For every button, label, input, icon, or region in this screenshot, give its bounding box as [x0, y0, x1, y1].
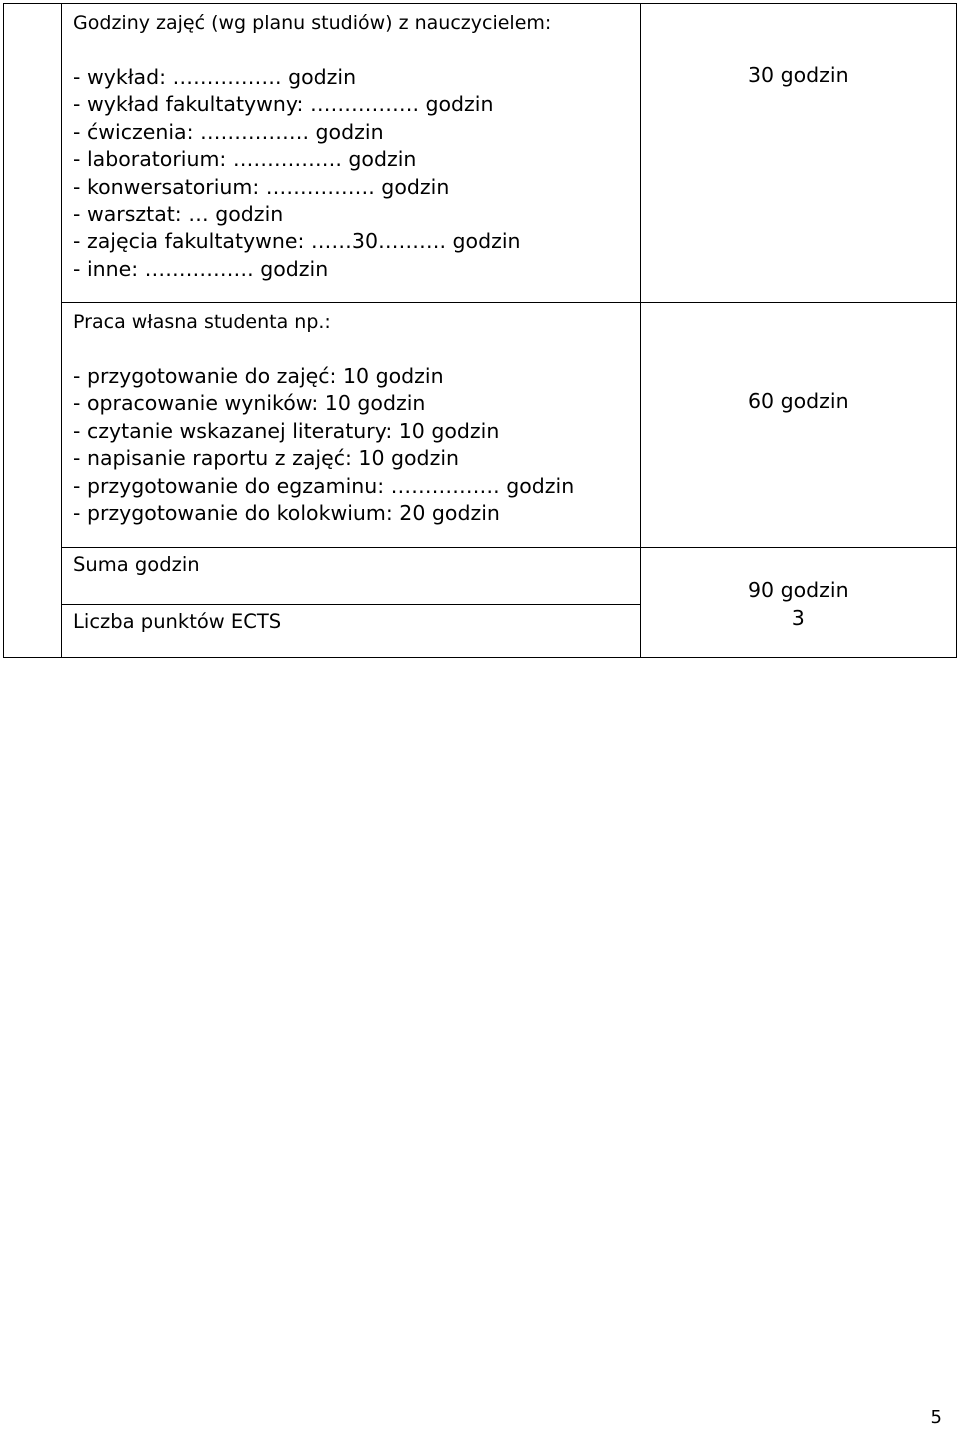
- self-work-total-cell: [640, 303, 956, 548]
- page-number: 5: [930, 1407, 942, 1428]
- self-work-total: 60 godzin: [748, 389, 849, 413]
- sum-ects-value-cell: [640, 548, 956, 658]
- self-work-row: [4, 303, 957, 548]
- list-item: - wykład fakultatywny: ……………. godzin: [73, 92, 494, 117]
- list-item: - zajęcia fakultatywne: ……30………. godzin: [73, 229, 521, 254]
- sum-label-cell: [62, 548, 641, 605]
- ects-value: 3: [791, 606, 805, 630]
- sum-value: 90 godzin: [748, 578, 849, 602]
- ects-label-cell: [62, 605, 641, 658]
- list-item: - przygotowanie do kolokwium: 20 godzin: [73, 501, 500, 526]
- list-item: - napisanie raportu z zajęć: 10 godzin: [73, 446, 460, 471]
- contact-hours-total: 30 godzin: [748, 63, 849, 87]
- self-work-cell: [62, 303, 641, 548]
- contact-hours-cell: [62, 4, 641, 303]
- list-item: - warsztat: … godzin: [73, 202, 284, 227]
- list-item: - ćwiczenia: ……………. godzin: [73, 119, 384, 144]
- self-work-heading: Praca własna studenta np.:: [73, 311, 331, 333]
- list-item: - inne: ……………. godzin: [73, 256, 329, 281]
- list-item: - przygotowanie do zajęć: 10 godzin: [73, 364, 444, 388]
- contact-hours-total-cell: [640, 4, 956, 303]
- ects-workload-table: [3, 3, 957, 658]
- empty-left-column: [4, 4, 62, 658]
- list-item: - wykład: ……………. godzin: [73, 65, 357, 89]
- sum-label: Suma godzin: [73, 553, 200, 576]
- list-item: - opracowanie wyników: 10 godzin: [73, 391, 426, 416]
- list-item: - przygotowanie do egzaminu: ……………. godzin: [73, 473, 575, 498]
- list-item: - konwersatorium: ……………. godzin: [73, 174, 450, 199]
- list-item: - czytanie wskazanej literatury: 10 godzin: [73, 418, 500, 443]
- list-item: - laboratorium: ……………. godzin: [73, 147, 417, 172]
- sum-row: [4, 548, 957, 605]
- contact-hours-heading: Godziny zajęć (wg planu studiów) z nauczycielem:: [73, 12, 552, 34]
- contact-hours-row: [4, 4, 957, 303]
- ects-label: Liczba punktów ECTS: [73, 610, 282, 633]
